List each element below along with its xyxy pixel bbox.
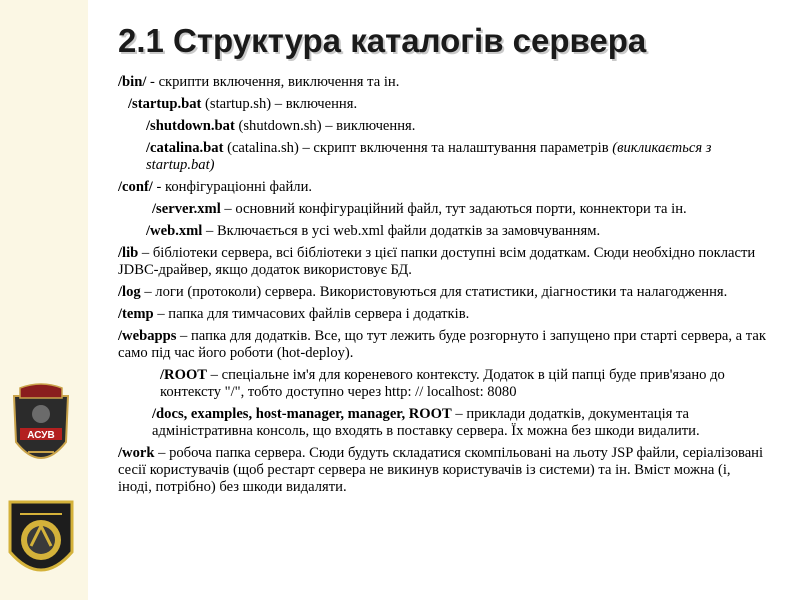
- item-catalina: /catalina.bat (catalina.sh) – скрипт включення та налаштування параметрів (викликається з startup.bat): [146, 140, 712, 173]
- sidebar-decoration: [0, 0, 88, 600]
- item-startup: /startup.bat (startup.sh) – включення.: [128, 96, 358, 112]
- emblem-label: АСУВ: [27, 430, 55, 441]
- asuv-emblem-icon: [8, 382, 74, 478]
- item-web-xml: /web.xml – Включається в усі web.xml файли додатків за замовчуванням.: [146, 223, 601, 239]
- item-bin: /bin/ - скрипти включення, виключення та ін.: [118, 74, 400, 90]
- item-lib: /lib – бібліотеки сервера, всі бібліотеки з цієї папки доступні всім додаткам. Сюди необхідно покласти JDBC-драйвер, якщо додаток використовує БД.: [118, 245, 756, 278]
- item-work: /work – робоча папка сервера. Сюди будуть складатися скомпільовані на льоту JSP файли, серіалізовані сесії користувачів (щоб рестарт сервера не викинув користувачів із системи) та ін. Вміст можна (і, іноді, потрібно) без шкоди видаляти.: [118, 445, 764, 495]
- item-temp: /temp – папка для тимчасових файлів сервера і додатків.: [118, 306, 470, 322]
- item-docs: /docs, examples, host-manager, manager, ROOT – приклади додатків, документація та адміністративна консоль, що входять в поставку сервера. Їх можна без шкоди видалити.: [152, 406, 700, 439]
- item-log: /log – логи (протоколи) сервера. Використовуються для статистики, діагностики та налагодження.: [118, 284, 728, 300]
- directory-structure-list: [118, 74, 768, 501]
- item-root: /ROOT – спеціальне ім'я для кореневого контексту. Додаток в цій папці буде прив'язано до контексту "/", тобто доступно через http: // localhost: 8080: [160, 367, 725, 400]
- item-conf: /conf/ - конфігураціонні файли.: [118, 179, 313, 195]
- item-webapps: /webapps – папка для додатків. Все, що тут лежить буде розгорнуто і запущено при старті сервера, а так само під час його роботи (hot-deploy).: [118, 328, 766, 361]
- slide-title: 2.1 Структура каталогів сервера: [118, 22, 647, 59]
- military-shield-icon: [6, 496, 76, 588]
- item-server-xml: /server.xml – основний конфігураційний файл, тут задаються порти, коннектори та ін.: [152, 201, 687, 217]
- item-shutdown: /shutdown.bat (shutdown.sh) – виключення.: [146, 118, 416, 134]
